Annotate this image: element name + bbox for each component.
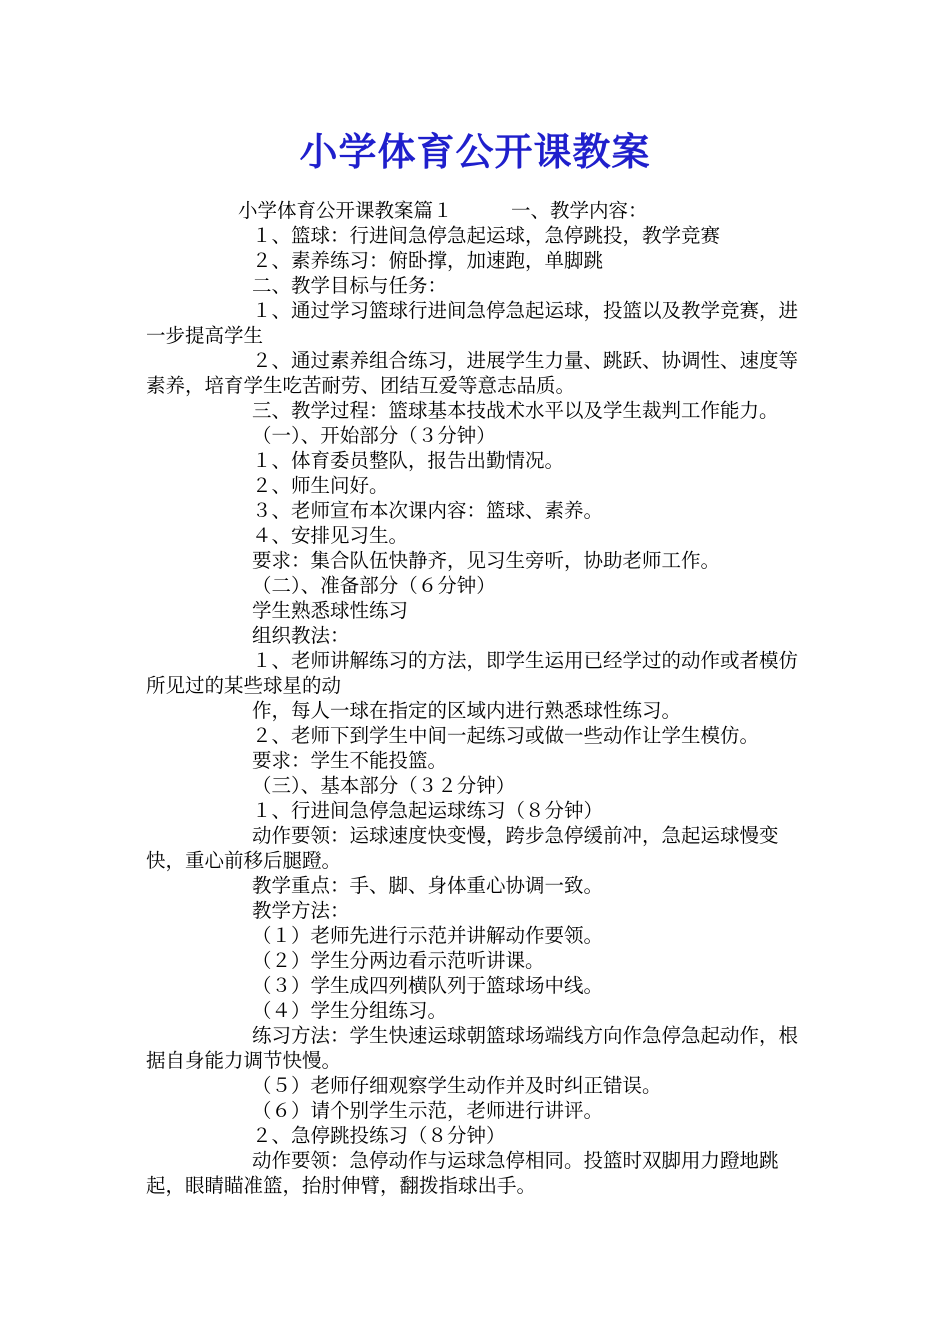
- paragraph: 小学体育公开课教案篇１ 一、教学内容：: [238, 199, 648, 222]
- paragraph: 组织教法：: [252, 624, 350, 647]
- paragraph: （２）学生分两边看示范听讲课。: [252, 949, 545, 972]
- paragraph: １、通过学习篮球行进间急停急起运球，投篮以及教学竞赛，进一步提高学生: [146, 299, 799, 347]
- paragraph: 动作要领：运球速度快变慢，跨步急停缓前冲，急起运球慢变快，重心前移后腿蹬。: [146, 824, 779, 872]
- paragraph: （５）老师仔细观察学生动作并及时纠正错误。: [252, 1074, 662, 1097]
- paragraph: ２、师生问好。: [252, 474, 389, 497]
- paragraph: ２、老师下到学生中间一起练习或做一些动作让学生模仿。: [252, 724, 760, 747]
- document-body: [146, 198, 811, 1198]
- paragraph: 学生熟悉球性练习: [252, 599, 409, 622]
- paragraph: （３）学生成四列横队列于篮球场中线。: [252, 974, 604, 997]
- paragraph: 三、教学过程：篮球基本技战术水平以及学生裁判工作能力。: [252, 399, 779, 422]
- document-title: 小学体育公开课教案: [299, 130, 651, 174]
- paragraph: （一）、开始部分（３分钟）: [252, 424, 496, 447]
- paragraph: （４）学生分组练习。: [252, 999, 448, 1022]
- paragraph: （１）老师先进行示范并讲解动作要领。: [252, 924, 604, 947]
- paragraph: 作，每人一球在指定的区域内进行熟悉球性练习。: [252, 699, 682, 722]
- paragraph: １、老师讲解练习的方法，即学生运用已经学过的动作或者模仿所见过的某些球星的动: [146, 649, 799, 697]
- paragraph: ２、急停跳投练习（８分钟）: [252, 1124, 506, 1147]
- paragraph: ３、老师宣布本次课内容：篮球、素养。: [252, 499, 604, 522]
- paragraph: １、行进间急停急起运球练习（８分钟）: [252, 799, 604, 822]
- paragraph: 要求：学生不能投篮。: [252, 749, 448, 772]
- paragraph: １、体育委员整队，报告出勤情况。: [252, 449, 565, 472]
- paragraph: ２、通过素养组合练习，进展学生力量、跳跃、协调性、速度等素养，培育学生吃苦耐劳、团结互爱等意志品质。: [146, 349, 799, 397]
- paragraph: 要求：集合队伍快静齐，见习生旁听，协助老师工作。: [252, 549, 721, 572]
- paragraph: ４、安排见习生。: [252, 524, 409, 547]
- paragraph: １、篮球：行进间急停急起运球，急停跳投，教学竞赛: [252, 224, 721, 247]
- paragraph: 教学方法：: [252, 899, 350, 922]
- paragraph: （６）请个别学生示范，老师进行讲评。: [252, 1099, 604, 1122]
- paragraph: 动作要领：急停动作与运球急停相同。投篮时双脚用力蹬地跳起，眼睛瞄准篮，抬肘伸臂，翻拨指球出手。: [146, 1149, 779, 1197]
- paragraph: 练习方法：学生快速运球朝篮球场端线方向作急停急起动作，根据自身能力调节快慢。: [146, 1024, 799, 1072]
- paragraph: （二）、准备部分（６分钟）: [252, 574, 496, 597]
- paragraph: 教学重点：手、脚、身体重心协调一致。: [252, 874, 604, 897]
- paragraph: 二、教学目标与任务：: [252, 274, 448, 297]
- paragraph: （三）、基本部分（３２分钟）: [252, 774, 516, 797]
- paragraph: ２、素养练习：俯卧撑，加速跑，单脚跳: [252, 249, 604, 272]
